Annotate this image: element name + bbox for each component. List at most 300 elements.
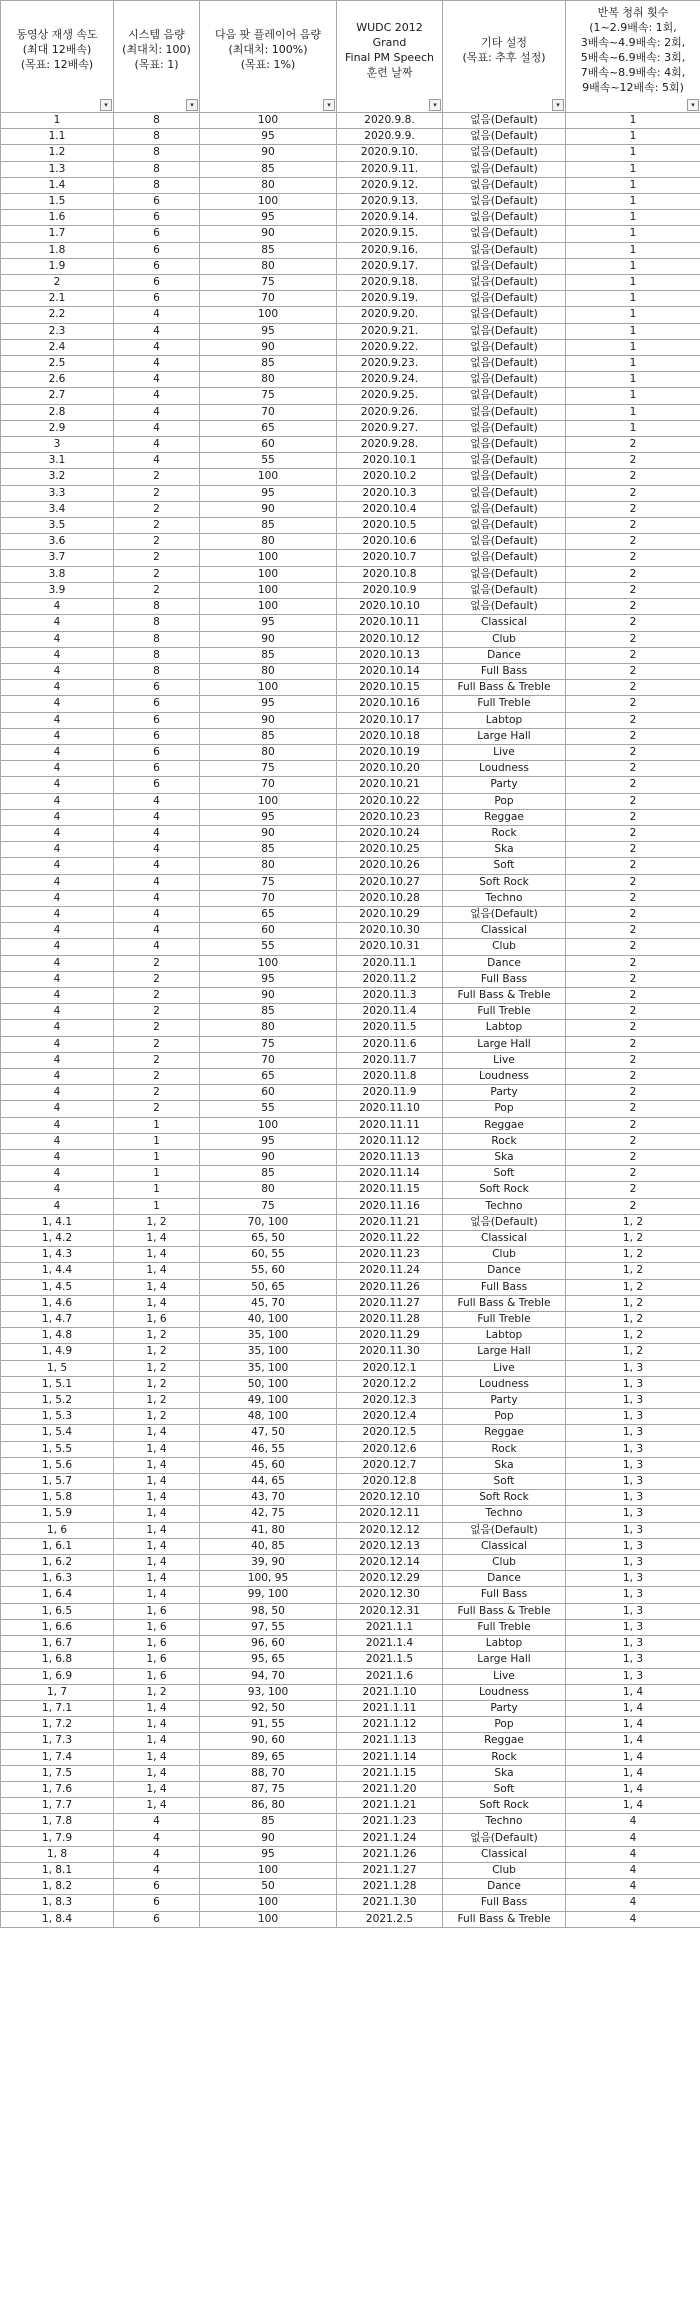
cell-date[interactable]: 2020.11.23 <box>337 1247 443 1263</box>
cell-sysvol[interactable]: 4 <box>114 858 200 874</box>
cell-reps[interactable]: 1, 2 <box>566 1295 700 1311</box>
cell-reps[interactable]: 2 <box>566 1133 700 1149</box>
cell-reps[interactable]: 1, 3 <box>566 1652 700 1668</box>
cell-pvol[interactable]: 100 <box>200 582 337 598</box>
cell-sysvol[interactable]: 1, 4 <box>114 1506 200 1522</box>
cell-date[interactable]: 2020.11.29 <box>337 1328 443 1344</box>
cell-eq[interactable]: Loudness <box>443 1376 566 1392</box>
cell-eq[interactable]: Dance <box>443 647 566 663</box>
cell-eq[interactable]: Full Treble <box>443 1619 566 1635</box>
cell-speed[interactable]: 1, 5.8 <box>1 1490 114 1506</box>
cell-date[interactable]: 2020.10.19 <box>337 744 443 760</box>
cell-date[interactable]: 2020.9.18. <box>337 275 443 291</box>
cell-pvol[interactable]: 40, 100 <box>200 1312 337 1328</box>
cell-speed[interactable]: 1.7 <box>1 226 114 242</box>
filter-dropdown-icon[interactable]: ▾ <box>100 99 112 111</box>
cell-date[interactable]: 2020.12.7 <box>337 1457 443 1473</box>
cell-eq[interactable]: Labtop <box>443 1020 566 1036</box>
cell-speed[interactable]: 1, 7 <box>1 1684 114 1700</box>
cell-pvol[interactable]: 89, 65 <box>200 1749 337 1765</box>
cell-pvol[interactable]: 90 <box>200 226 337 242</box>
cell-speed[interactable]: 4 <box>1 1101 114 1117</box>
cell-sysvol[interactable]: 2 <box>114 469 200 485</box>
cell-pvol[interactable]: 95 <box>200 696 337 712</box>
cell-eq[interactable]: 없음(Default) <box>443 388 566 404</box>
cell-date[interactable]: 2021.1.21 <box>337 1798 443 1814</box>
cell-pvol[interactable]: 35, 100 <box>200 1344 337 1360</box>
cell-speed[interactable]: 1, 8.3 <box>1 1895 114 1911</box>
cell-date[interactable]: 2021.1.28 <box>337 1879 443 1895</box>
cell-reps[interactable]: 2 <box>566 712 700 728</box>
cell-speed[interactable]: 1, 7.2 <box>1 1717 114 1733</box>
cell-speed[interactable]: 1, 7.9 <box>1 1830 114 1846</box>
cell-date[interactable]: 2020.10.22 <box>337 793 443 809</box>
cell-sysvol[interactable]: 1, 4 <box>114 1490 200 1506</box>
cell-speed[interactable]: 2.9 <box>1 420 114 436</box>
cell-speed[interactable]: 2.2 <box>1 307 114 323</box>
cell-eq[interactable]: Party <box>443 777 566 793</box>
cell-eq[interactable]: 없음(Default) <box>443 113 566 129</box>
cell-speed[interactable]: 2.8 <box>1 404 114 420</box>
cell-pvol[interactable]: 50, 100 <box>200 1376 337 1392</box>
cell-eq[interactable]: Classical <box>443 1538 566 1554</box>
cell-eq[interactable]: Techno <box>443 1814 566 1830</box>
cell-reps[interactable]: 1, 2 <box>566 1263 700 1279</box>
cell-reps[interactable]: 2 <box>566 501 700 517</box>
cell-sysvol[interactable]: 1, 6 <box>114 1603 200 1619</box>
cell-date[interactable]: 2020.11.14 <box>337 1166 443 1182</box>
cell-pvol[interactable]: 47, 50 <box>200 1425 337 1441</box>
cell-reps[interactable]: 1 <box>566 161 700 177</box>
cell-speed[interactable]: 1, 5 <box>1 1360 114 1376</box>
cell-reps[interactable]: 2 <box>566 1020 700 1036</box>
cell-date[interactable]: 2020.9.10. <box>337 145 443 161</box>
cell-reps[interactable]: 1, 3 <box>566 1474 700 1490</box>
cell-sysvol[interactable]: 4 <box>114 323 200 339</box>
cell-pvol[interactable]: 90 <box>200 501 337 517</box>
cell-date[interactable]: 2020.9.15. <box>337 226 443 242</box>
cell-date[interactable]: 2020.12.12 <box>337 1522 443 1538</box>
cell-date[interactable]: 2021.1.23 <box>337 1814 443 1830</box>
cell-reps[interactable]: 1, 3 <box>566 1409 700 1425</box>
cell-reps[interactable]: 1 <box>566 129 700 145</box>
cell-sysvol[interactable]: 4 <box>114 404 200 420</box>
cell-reps[interactable]: 1 <box>566 177 700 193</box>
cell-speed[interactable]: 1, 4.1 <box>1 1214 114 1230</box>
cell-eq[interactable]: Techno <box>443 1198 566 1214</box>
cell-eq[interactable]: Soft <box>443 1166 566 1182</box>
cell-pvol[interactable]: 90 <box>200 631 337 647</box>
cell-eq[interactable]: 없음(Default) <box>443 161 566 177</box>
cell-date[interactable]: 2020.10.21 <box>337 777 443 793</box>
cell-speed[interactable]: 4 <box>1 890 114 906</box>
cell-reps[interactable]: 2 <box>566 842 700 858</box>
cell-date[interactable]: 2020.9.16. <box>337 242 443 258</box>
cell-reps[interactable]: 2 <box>566 1068 700 1084</box>
cell-sysvol[interactable]: 1, 4 <box>114 1700 200 1716</box>
cell-eq[interactable]: 없음(Default) <box>443 599 566 615</box>
cell-sysvol[interactable]: 6 <box>114 1879 200 1895</box>
cell-speed[interactable]: 1, 6.9 <box>1 1668 114 1684</box>
cell-date[interactable]: 2020.12.30 <box>337 1587 443 1603</box>
cell-speed[interactable]: 1, 7.5 <box>1 1765 114 1781</box>
cell-sysvol[interactable]: 1, 4 <box>114 1457 200 1473</box>
cell-date[interactable]: 2020.9.8. <box>337 113 443 129</box>
cell-speed[interactable]: 4 <box>1 923 114 939</box>
cell-reps[interactable]: 1 <box>566 113 700 129</box>
cell-sysvol[interactable]: 1 <box>114 1182 200 1198</box>
cell-speed[interactable]: 4 <box>1 1133 114 1149</box>
cell-sysvol[interactable]: 1 <box>114 1150 200 1166</box>
cell-date[interactable]: 2020.9.26. <box>337 404 443 420</box>
cell-sysvol[interactable]: 1, 6 <box>114 1652 200 1668</box>
cell-speed[interactable]: 4 <box>1 680 114 696</box>
cell-sysvol[interactable]: 1, 4 <box>114 1571 200 1587</box>
cell-eq[interactable]: Reggae <box>443 1425 566 1441</box>
cell-reps[interactable]: 2 <box>566 793 700 809</box>
cell-speed[interactable]: 3.3 <box>1 485 114 501</box>
cell-sysvol[interactable]: 8 <box>114 145 200 161</box>
cell-eq[interactable]: 없음(Default) <box>443 485 566 501</box>
cell-reps[interactable]: 1, 4 <box>566 1749 700 1765</box>
cell-date[interactable]: 2020.11.7 <box>337 1052 443 1068</box>
cell-reps[interactable]: 1, 4 <box>566 1798 700 1814</box>
cell-reps[interactable]: 1 <box>566 404 700 420</box>
cell-pvol[interactable]: 100 <box>200 113 337 129</box>
cell-eq[interactable]: 없음(Default) <box>443 339 566 355</box>
cell-pvol[interactable]: 100 <box>200 955 337 971</box>
cell-pvol[interactable]: 39, 90 <box>200 1555 337 1571</box>
cell-sysvol[interactable]: 1, 2 <box>114 1376 200 1392</box>
cell-speed[interactable]: 1, 6.6 <box>1 1619 114 1635</box>
cell-sysvol[interactable]: 2 <box>114 566 200 582</box>
cell-eq[interactable]: Ska <box>443 842 566 858</box>
cell-sysvol[interactable]: 1, 4 <box>114 1717 200 1733</box>
cell-sysvol[interactable]: 6 <box>114 1895 200 1911</box>
cell-pvol[interactable]: 35, 100 <box>200 1328 337 1344</box>
cell-speed[interactable]: 1, 6.1 <box>1 1538 114 1554</box>
cell-sysvol[interactable]: 4 <box>114 307 200 323</box>
cell-pvol[interactable]: 85 <box>200 842 337 858</box>
cell-reps[interactable]: 2 <box>566 485 700 501</box>
cell-sysvol[interactable]: 4 <box>114 825 200 841</box>
cell-reps[interactable]: 2 <box>566 906 700 922</box>
cell-eq[interactable]: Soft Rock <box>443 1182 566 1198</box>
cell-speed[interactable]: 1.5 <box>1 194 114 210</box>
cell-eq[interactable]: Party <box>443 1393 566 1409</box>
cell-date[interactable]: 2020.10.5 <box>337 518 443 534</box>
cell-reps[interactable]: 1, 3 <box>566 1425 700 1441</box>
cell-sysvol[interactable]: 8 <box>114 599 200 615</box>
cell-date[interactable]: 2020.12.13 <box>337 1538 443 1554</box>
cell-eq[interactable]: 없음(Default) <box>443 307 566 323</box>
cell-speed[interactable]: 4 <box>1 712 114 728</box>
cell-speed[interactable]: 3.1 <box>1 453 114 469</box>
cell-sysvol[interactable]: 2 <box>114 534 200 550</box>
cell-eq[interactable]: Dance <box>443 955 566 971</box>
cell-sysvol[interactable]: 1, 6 <box>114 1619 200 1635</box>
cell-date[interactable]: 2020.10.25 <box>337 842 443 858</box>
cell-reps[interactable]: 2 <box>566 987 700 1003</box>
cell-pvol[interactable]: 86, 80 <box>200 1798 337 1814</box>
filter-dropdown-icon[interactable]: ▾ <box>186 99 198 111</box>
cell-reps[interactable]: 2 <box>566 809 700 825</box>
cell-speed[interactable]: 3.2 <box>1 469 114 485</box>
cell-speed[interactable]: 3 <box>1 437 114 453</box>
cell-eq[interactable]: 없음(Default) <box>443 275 566 291</box>
cell-speed[interactable]: 4 <box>1 1150 114 1166</box>
cell-date[interactable]: 2020.11.28 <box>337 1312 443 1328</box>
cell-pvol[interactable]: 80 <box>200 663 337 679</box>
cell-date[interactable]: 2021.1.12 <box>337 1717 443 1733</box>
cell-sysvol[interactable]: 2 <box>114 1004 200 1020</box>
cell-date[interactable]: 2020.10.17 <box>337 712 443 728</box>
cell-pvol[interactable]: 100 <box>200 599 337 615</box>
cell-reps[interactable]: 1, 3 <box>566 1538 700 1554</box>
cell-date[interactable]: 2021.1.10 <box>337 1684 443 1700</box>
cell-pvol[interactable]: 90 <box>200 1150 337 1166</box>
cell-date[interactable]: 2020.11.4 <box>337 1004 443 1020</box>
cell-date[interactable]: 2020.12.3 <box>337 1393 443 1409</box>
cell-pvol[interactable]: 44, 65 <box>200 1474 337 1490</box>
cell-eq[interactable]: Soft Rock <box>443 874 566 890</box>
cell-reps[interactable]: 1, 2 <box>566 1312 700 1328</box>
cell-eq[interactable]: 없음(Default) <box>443 420 566 436</box>
cell-eq[interactable]: Dance <box>443 1263 566 1279</box>
cell-sysvol[interactable]: 1, 4 <box>114 1263 200 1279</box>
cell-sysvol[interactable]: 8 <box>114 113 200 129</box>
cell-date[interactable]: 2020.12.2 <box>337 1376 443 1392</box>
cell-sysvol[interactable]: 1, 4 <box>114 1733 200 1749</box>
cell-date[interactable]: 2020.11.5 <box>337 1020 443 1036</box>
cell-sysvol[interactable]: 6 <box>114 226 200 242</box>
cell-date[interactable]: 2021.1.30 <box>337 1895 443 1911</box>
cell-date[interactable]: 2020.11.11 <box>337 1117 443 1133</box>
cell-reps[interactable]: 2 <box>566 1101 700 1117</box>
cell-reps[interactable]: 2 <box>566 825 700 841</box>
cell-reps[interactable]: 1, 3 <box>566 1376 700 1392</box>
cell-pvol[interactable]: 91, 55 <box>200 1717 337 1733</box>
cell-date[interactable]: 2020.10.9 <box>337 582 443 598</box>
cell-sysvol[interactable]: 1, 4 <box>114 1474 200 1490</box>
cell-sysvol[interactable]: 4 <box>114 339 200 355</box>
cell-sysvol[interactable]: 4 <box>114 1830 200 1846</box>
cell-reps[interactable]: 2 <box>566 955 700 971</box>
cell-pvol[interactable]: 35, 100 <box>200 1360 337 1376</box>
cell-speed[interactable]: 1 <box>1 113 114 129</box>
cell-speed[interactable]: 3.4 <box>1 501 114 517</box>
cell-speed[interactable]: 4 <box>1 825 114 841</box>
cell-eq[interactable]: 없음(Default) <box>443 226 566 242</box>
cell-sysvol[interactable]: 1, 4 <box>114 1765 200 1781</box>
cell-reps[interactable]: 1, 3 <box>566 1587 700 1603</box>
cell-reps[interactable]: 1, 2 <box>566 1214 700 1230</box>
cell-date[interactable]: 2021.1.5 <box>337 1652 443 1668</box>
cell-speed[interactable]: 1, 8 <box>1 1846 114 1862</box>
cell-eq[interactable]: Reggae <box>443 1733 566 1749</box>
cell-date[interactable]: 2020.9.9. <box>337 129 443 145</box>
cell-date[interactable]: 2020.11.1 <box>337 955 443 971</box>
cell-reps[interactable]: 2 <box>566 534 700 550</box>
cell-eq[interactable]: Loudness <box>443 1684 566 1700</box>
cell-sysvol[interactable]: 2 <box>114 1068 200 1084</box>
cell-sysvol[interactable]: 2 <box>114 971 200 987</box>
cell-date[interactable]: 2020.11.8 <box>337 1068 443 1084</box>
cell-eq[interactable]: 없음(Default) <box>443 582 566 598</box>
cell-pvol[interactable]: 85 <box>200 1166 337 1182</box>
cell-date[interactable]: 2020.11.3 <box>337 987 443 1003</box>
cell-sysvol[interactable]: 1, 2 <box>114 1328 200 1344</box>
cell-speed[interactable]: 3.5 <box>1 518 114 534</box>
cell-pvol[interactable]: 70 <box>200 1052 337 1068</box>
cell-date[interactable]: 2020.9.13. <box>337 194 443 210</box>
cell-sysvol[interactable]: 2 <box>114 955 200 971</box>
cell-sysvol[interactable]: 6 <box>114 210 200 226</box>
cell-date[interactable]: 2020.11.9 <box>337 1085 443 1101</box>
cell-speed[interactable]: 4 <box>1 1036 114 1052</box>
cell-sysvol[interactable]: 4 <box>114 372 200 388</box>
cell-pvol[interactable]: 90 <box>200 712 337 728</box>
cell-speed[interactable]: 2 <box>1 275 114 291</box>
cell-reps[interactable]: 4 <box>566 1862 700 1878</box>
cell-eq[interactable]: Full Bass <box>443 1279 566 1295</box>
cell-sysvol[interactable]: 4 <box>114 356 200 372</box>
cell-speed[interactable]: 4 <box>1 955 114 971</box>
cell-speed[interactable]: 2.4 <box>1 339 114 355</box>
cell-date[interactable]: 2020.10.29 <box>337 906 443 922</box>
cell-eq[interactable]: 없음(Default) <box>443 566 566 582</box>
cell-sysvol[interactable]: 1, 4 <box>114 1555 200 1571</box>
cell-date[interactable]: 2021.1.1 <box>337 1619 443 1635</box>
cell-eq[interactable]: Club <box>443 631 566 647</box>
cell-reps[interactable]: 2 <box>566 582 700 598</box>
cell-reps[interactable]: 1, 3 <box>566 1555 700 1571</box>
cell-eq[interactable]: Labtop <box>443 1328 566 1344</box>
cell-speed[interactable]: 4 <box>1 1085 114 1101</box>
cell-reps[interactable]: 1 <box>566 291 700 307</box>
cell-pvol[interactable]: 90 <box>200 1830 337 1846</box>
cell-speed[interactable]: 1, 5.7 <box>1 1474 114 1490</box>
cell-reps[interactable]: 1 <box>566 307 700 323</box>
cell-speed[interactable]: 1.4 <box>1 177 114 193</box>
cell-speed[interactable]: 1, 4.7 <box>1 1312 114 1328</box>
cell-speed[interactable]: 4 <box>1 631 114 647</box>
cell-eq[interactable]: 없음(Default) <box>443 291 566 307</box>
cell-eq[interactable]: Soft <box>443 1474 566 1490</box>
cell-speed[interactable]: 4 <box>1 906 114 922</box>
cell-eq[interactable]: Reggae <box>443 1117 566 1133</box>
cell-sysvol[interactable]: 4 <box>114 793 200 809</box>
cell-sysvol[interactable]: 4 <box>114 1862 200 1878</box>
cell-eq[interactable]: Full Bass <box>443 663 566 679</box>
cell-eq[interactable]: Full Bass & Treble <box>443 1295 566 1311</box>
cell-reps[interactable]: 1, 3 <box>566 1571 700 1587</box>
cell-eq[interactable]: Full Treble <box>443 1004 566 1020</box>
cell-eq[interactable]: 없음(Default) <box>443 356 566 372</box>
cell-pvol[interactable]: 70 <box>200 404 337 420</box>
cell-reps[interactable]: 1, 4 <box>566 1781 700 1797</box>
cell-pvol[interactable]: 40, 85 <box>200 1538 337 1554</box>
cell-eq[interactable]: Party <box>443 1085 566 1101</box>
cell-reps[interactable]: 2 <box>566 696 700 712</box>
cell-sysvol[interactable]: 2 <box>114 1085 200 1101</box>
cell-date[interactable]: 2020.11.27 <box>337 1295 443 1311</box>
cell-sysvol[interactable]: 1, 4 <box>114 1247 200 1263</box>
cell-eq[interactable]: Club <box>443 1247 566 1263</box>
cell-reps[interactable]: 1, 3 <box>566 1668 700 1684</box>
cell-sysvol[interactable]: 2 <box>114 1101 200 1117</box>
cell-sysvol[interactable]: 6 <box>114 696 200 712</box>
cell-eq[interactable]: Ska <box>443 1457 566 1473</box>
cell-pvol[interactable]: 90, 60 <box>200 1733 337 1749</box>
cell-eq[interactable]: Live <box>443 1052 566 1068</box>
cell-speed[interactable]: 4 <box>1 696 114 712</box>
cell-pvol[interactable]: 95 <box>200 971 337 987</box>
cell-pvol[interactable]: 85 <box>200 356 337 372</box>
cell-speed[interactable]: 4 <box>1 744 114 760</box>
cell-reps[interactable]: 1, 4 <box>566 1700 700 1716</box>
cell-pvol[interactable]: 90 <box>200 825 337 841</box>
cell-reps[interactable]: 1 <box>566 194 700 210</box>
cell-eq[interactable]: Full Treble <box>443 1312 566 1328</box>
cell-pvol[interactable]: 43, 70 <box>200 1490 337 1506</box>
cell-date[interactable]: 2020.12.29 <box>337 1571 443 1587</box>
cell-sysvol[interactable]: 4 <box>114 874 200 890</box>
cell-date[interactable]: 2020.9.27. <box>337 420 443 436</box>
cell-speed[interactable]: 3.7 <box>1 550 114 566</box>
cell-reps[interactable]: 1, 3 <box>566 1506 700 1522</box>
cell-eq[interactable]: Classical <box>443 1846 566 1862</box>
cell-date[interactable]: 2020.9.11. <box>337 161 443 177</box>
cell-pvol[interactable]: 100, 95 <box>200 1571 337 1587</box>
cell-date[interactable]: 2021.1.20 <box>337 1781 443 1797</box>
cell-reps[interactable]: 2 <box>566 550 700 566</box>
cell-speed[interactable]: 1, 5.1 <box>1 1376 114 1392</box>
cell-eq[interactable]: Rock <box>443 1133 566 1149</box>
cell-eq[interactable]: Labtop <box>443 1636 566 1652</box>
cell-speed[interactable]: 4 <box>1 663 114 679</box>
cell-reps[interactable]: 1, 4 <box>566 1765 700 1781</box>
cell-pvol[interactable]: 41, 80 <box>200 1522 337 1538</box>
cell-speed[interactable]: 3.9 <box>1 582 114 598</box>
cell-speed[interactable]: 1, 6 <box>1 1522 114 1538</box>
cell-reps[interactable]: 1, 3 <box>566 1603 700 1619</box>
cell-date[interactable]: 2020.9.24. <box>337 372 443 388</box>
cell-sysvol[interactable]: 8 <box>114 615 200 631</box>
cell-eq[interactable]: Large Hall <box>443 1036 566 1052</box>
cell-pvol[interactable]: 42, 75 <box>200 1506 337 1522</box>
cell-sysvol[interactable]: 4 <box>114 453 200 469</box>
cell-sysvol[interactable]: 6 <box>114 242 200 258</box>
cell-reps[interactable]: 1 <box>566 323 700 339</box>
cell-date[interactable]: 2020.10.8 <box>337 566 443 582</box>
cell-sysvol[interactable]: 2 <box>114 550 200 566</box>
cell-eq[interactable]: Club <box>443 939 566 955</box>
cell-eq[interactable]: 없음(Default) <box>443 518 566 534</box>
cell-eq[interactable]: Dance <box>443 1571 566 1587</box>
cell-speed[interactable]: 1, 4.6 <box>1 1295 114 1311</box>
cell-sysvol[interactable]: 1, 4 <box>114 1781 200 1797</box>
filter-dropdown-icon[interactable]: ▾ <box>429 99 441 111</box>
cell-speed[interactable]: 1.9 <box>1 258 114 274</box>
cell-pvol[interactable]: 60 <box>200 1085 337 1101</box>
cell-sysvol[interactable]: 1, 4 <box>114 1231 200 1247</box>
cell-eq[interactable]: Club <box>443 1862 566 1878</box>
cell-sysvol[interactable]: 6 <box>114 680 200 696</box>
cell-pvol[interactable]: 100 <box>200 550 337 566</box>
cell-sysvol[interactable]: 1, 2 <box>114 1214 200 1230</box>
cell-reps[interactable]: 4 <box>566 1814 700 1830</box>
